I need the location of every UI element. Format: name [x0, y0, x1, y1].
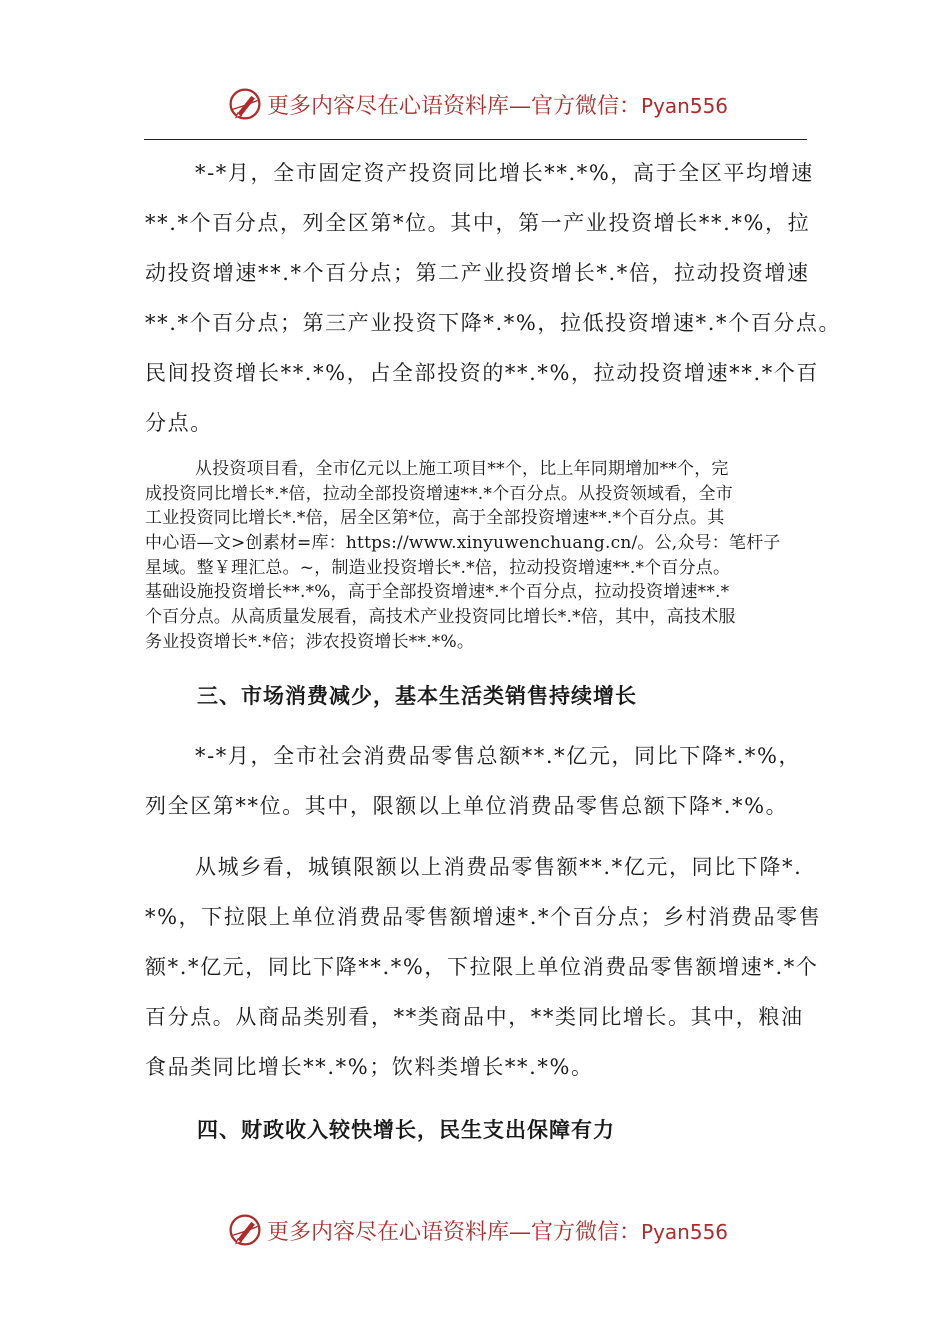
text-line: 中心语—文>创素材=库：https://www.xinyuwenchuang.cn/。公,众号：笔杆子 — [145, 533, 781, 554]
text-line: 基础设施投资增长**.*%，高于全部投资增速*.*个百分点，拉动投资增速**.* — [145, 582, 730, 603]
text-line: 列全区第**位。其中，限额以上单位消费品零售总额下降*.*%。 — [145, 794, 789, 818]
text-line: 从城乡看，城镇限额以上消费品零售额**.*亿元，同比下降*. — [195, 855, 803, 879]
paragraph-retail-sales — [145, 731, 810, 831]
footer-banner-text — [267, 1215, 728, 1246]
text-line: 工业投资同比增长*.*倍，居全区第*位，高于全部投资增速**.*个百分点。其 — [145, 508, 725, 529]
paragraph-fixed-asset-investment — [145, 148, 842, 448]
text-line: 食品类同比增长**.*%；饮料类增长**.*%。 — [145, 1055, 594, 1079]
text-line: *-*月，全市固定资产投资同比增长**.*%，高于全区平均增速 — [195, 161, 814, 185]
text-line: **.*个百分点；第三产业投资下降*.*%，拉低投资增速*.*个百分点。 — [145, 311, 842, 335]
text-line: 务业投资增长*.*倍；涉农投资增长**.*%。 — [145, 631, 475, 652]
pen-logo-icon — [227, 86, 263, 122]
section-heading-consumption: 三、市场消费减少，基本生活类销售持续增长 — [197, 683, 637, 708]
footer-banner-label: 更多内容尽在心语资料库—官方微信： — [267, 1219, 642, 1245]
footer-banner — [0, 1208, 950, 1252]
text-line: 民间投资增长**.*%，占全部投资的**.*%，拉动投资增速**.*个百 — [145, 361, 820, 385]
text-line: **.*个百分点，列全区第*位。其中，第一产业投资增长**.*%，拉 — [145, 211, 811, 235]
header-wechat-id: Pyan556 — [641, 93, 729, 118]
text-line: 分点。 — [145, 411, 213, 435]
paragraph-investment-projects — [145, 457, 810, 655]
text-line: 动投资增速**.*个百分点；第二产业投资增长*.*倍，拉动投资增速 — [145, 261, 810, 285]
text-line: 百分点。从商品类别看，**类商品中，**类同比增长。其中，粮油 — [145, 1005, 804, 1029]
footer-wechat-id: Pyan556 — [641, 1219, 729, 1244]
header-banner-label: 更多内容尽在心语资料库—官方微信： — [267, 93, 642, 119]
text-line: 成投资同比增长*.*倍，拉动全部投资增速**.*个百分点。从投资领域看，全市 — [145, 483, 733, 504]
section-heading-finance: 四、财政收入较快增长，民生支出保障有力 — [197, 1117, 615, 1142]
pen-logo-icon — [227, 1212, 263, 1248]
header-divider — [144, 139, 807, 140]
text-line: *%，下拉限上单位消费品零售额增速*.*个百分点；乡村消费品零售 — [145, 905, 822, 929]
text-line: *-*月，全市社会消费品零售总额**.*亿元，同比下降*.*%， — [195, 744, 802, 768]
text-line: 星域。整￥理汇总。~，制造业投资增长*.*倍，拉动投资增速**.*个百分点。 — [145, 557, 731, 578]
paragraph-urban-rural — [145, 842, 822, 1092]
text-line: 额*.*亿元，同比下降**.*%，下拉限上单位消费品零售额增速*.*个 — [145, 955, 819, 979]
text-line: 从投资项目看，全市亿元以上施工项目**个，比上年同期增加**个，完 — [195, 459, 729, 479]
text-line: 个百分点。从高质量发展看，高技术产业投资同比增长*.*倍，其中，高技术服 — [145, 607, 736, 628]
header-banner — [0, 82, 950, 126]
header-banner-text — [267, 89, 728, 120]
